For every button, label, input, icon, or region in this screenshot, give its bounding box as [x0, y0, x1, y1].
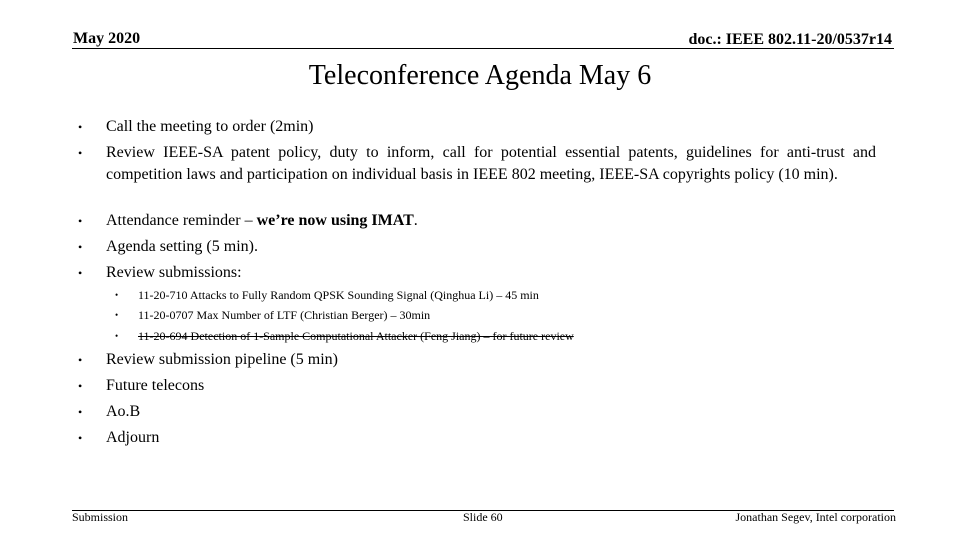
imat-emphasis: we’re now using IMAT [256, 212, 414, 229]
agenda-item-text [106, 210, 876, 232]
bullet-icon: • [78, 240, 83, 254]
agenda-item-text: Call the meeting to order (2min) [106, 118, 314, 135]
agenda-subitem-text-struck: 11-20-694 Detection of 1-Sample Computational Attacker (Feng Jiang) – for future review [138, 329, 574, 343]
header-date: May 2020 [73, 30, 141, 47]
footer-author: Jonathan Segev, Intel corporation [735, 510, 896, 524]
attendance-prefix: Attendance reminder – [106, 212, 257, 229]
bullet-icon: • [115, 290, 119, 300]
footer-submission: Submission [72, 510, 129, 524]
slide-title: Teleconference Agenda May 6 [308, 60, 652, 91]
agenda-item-text: Ao.B [106, 403, 141, 420]
agenda-item-text: Review submissions: [106, 264, 242, 281]
bullet-icon: • [78, 120, 83, 134]
bullet-icon: • [78, 379, 83, 393]
bullet-icon: • [78, 353, 83, 367]
bullet-icon: • [78, 146, 83, 160]
bullet-icon: • [115, 331, 119, 341]
agenda-item-text: Future telecons [106, 377, 205, 394]
bullet-icon: • [78, 266, 83, 280]
agenda-subitem-text: 11-20-0707 Max Number of LTF (Christian Berger) – 30min [138, 308, 431, 322]
header-doc-id: doc.: IEEE 802.11-20/0537r14 [688, 31, 892, 48]
agenda-subitem-text: 11-20-710 Attacks to Fully Random QPSK Sounding Signal (Qinghua Li) – 45 min [138, 288, 539, 302]
agenda-item-text: Agenda setting (5 min). [106, 238, 258, 255]
header-rule [72, 48, 894, 49]
agenda-item-text: Adjourn [106, 429, 160, 446]
bullet-icon: • [78, 214, 83, 228]
bullet-icon: • [115, 310, 119, 320]
agenda-item-text: Review submission pipeline (5 min) [106, 351, 338, 368]
footer-slide-number: Slide 60 [463, 510, 503, 524]
bullet-icon: • [78, 405, 83, 419]
bullet-icon: • [78, 431, 83, 445]
attendance-suffix: . [413, 212, 418, 229]
agenda-item-text: Review IEEE-SA patent policy, duty to inform, call for potential essential patents, guidelines for anti-trust and competition laws and participation on individual basis in IEEE 802 meeting, IEEE-SA copyrights policy (10 min). [106, 144, 876, 183]
